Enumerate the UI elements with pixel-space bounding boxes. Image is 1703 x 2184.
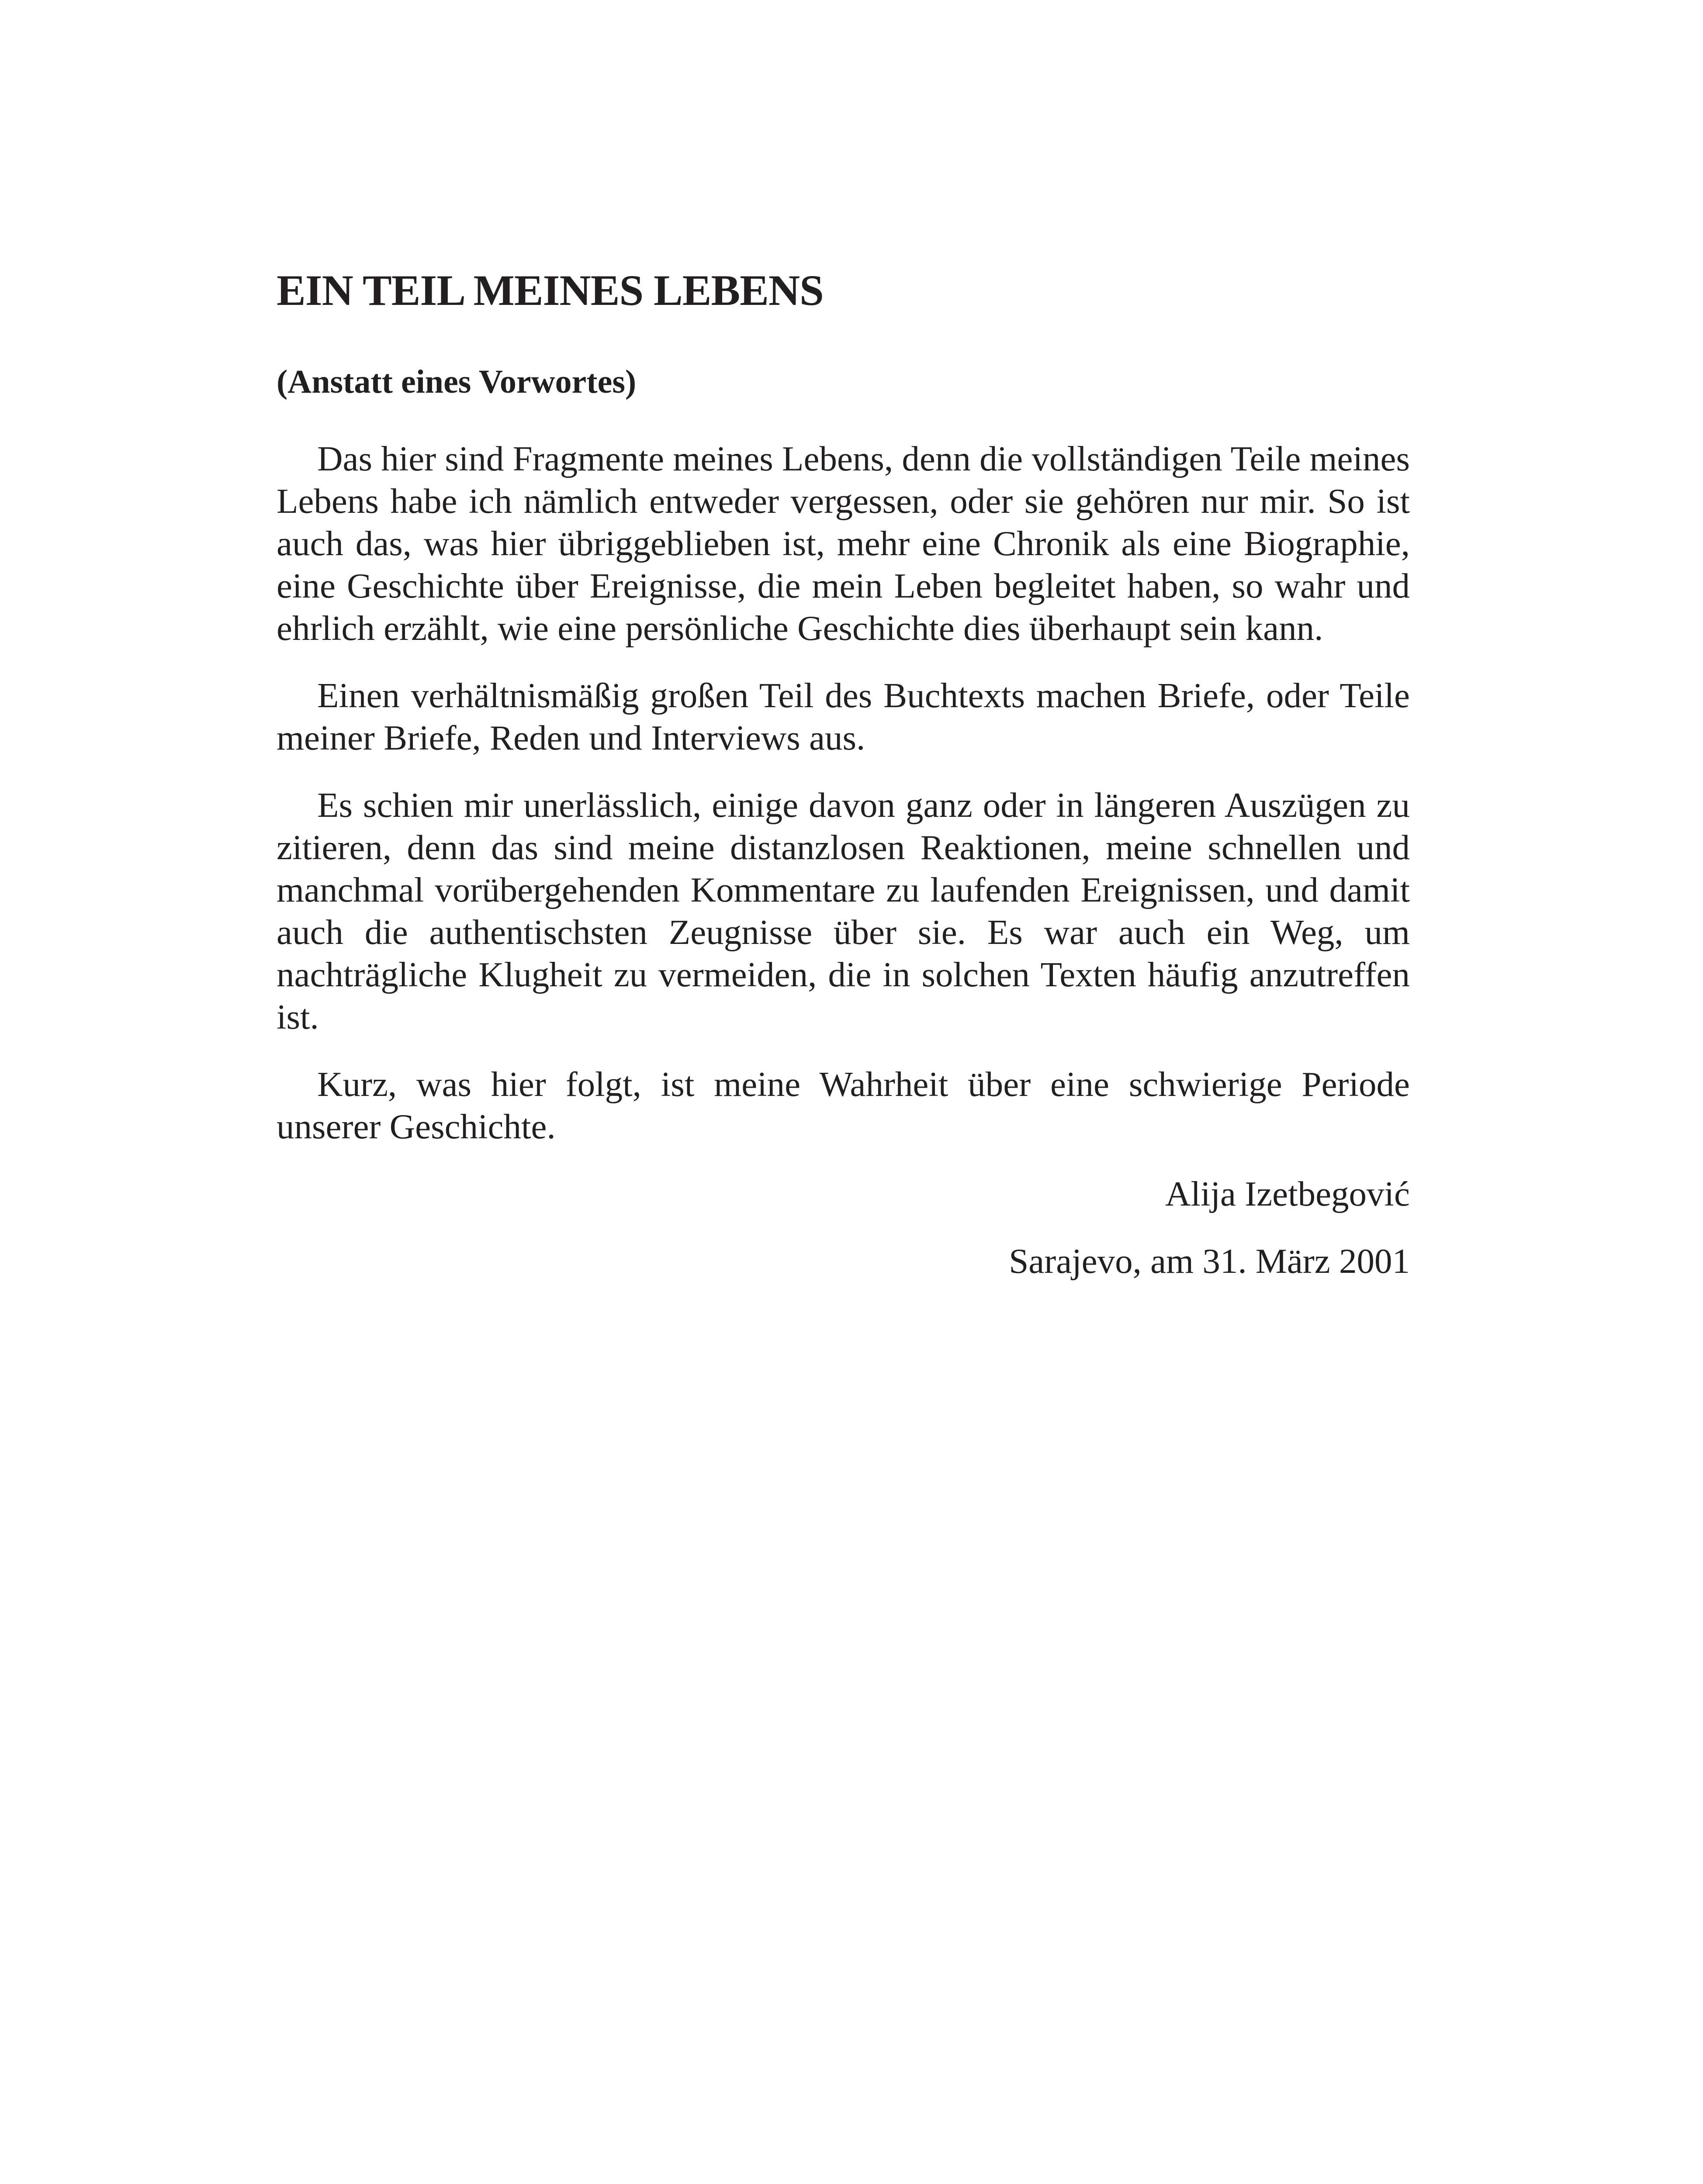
place-date: Sarajevo, am 31. März 2001 xyxy=(1009,1241,1410,1281)
body-text xyxy=(277,438,1410,1148)
author-name: Alija Izetbegović xyxy=(1165,1174,1410,1213)
page-title: EIN TEIL MEINES LEBENS xyxy=(277,266,824,314)
paragraph-2: Einen verhältnismäßig großen Teil des Buchtexts machen Briefe, oder Teile meiner Briefe, Reden und Interviews aus. xyxy=(277,676,1410,757)
paragraph-3: Es schien mir unerlässlich, einige davon ganz oder in längeren Auszügen zu zitieren, denn das sind meine distanzlosen Reaktionen, meine schnellen und manchmal vorübergehenden Kommentare zu laufenden Ereignissen, und damit auch die authentischsten Zeugnisse über sie. Es war auch ein Weg, um nachträgliche Klugheit zu vermeiden, die in solchen Texten häufig anzutreffen ist. xyxy=(277,785,1410,1037)
signature-block xyxy=(277,1173,1410,1282)
text-block xyxy=(277,258,1410,1282)
page-subtitle: (Anstatt eines Vorwortes) xyxy=(277,363,637,400)
paragraph-4: Kurz, was hier folgt, ist meine Wahrheit über eine schwierige Periode unserer Geschichte. xyxy=(277,1064,1410,1146)
paragraph-1: Das hier sind Fragmente meines Lebens, denn die vollständigen Teile meines Lebens habe ich nämlich entweder vergessen, oder sie gehören nur mir. So ist auch das, was hier übriggeblieben ist, mehr eine Chronik als eine Biographie, eine Geschichte über Ereignisse, die mein Leben begleitet haben, so wahr und ehrlich erzählt, wie eine persönliche Geschichte dies überhaupt sein kann. xyxy=(277,439,1410,648)
